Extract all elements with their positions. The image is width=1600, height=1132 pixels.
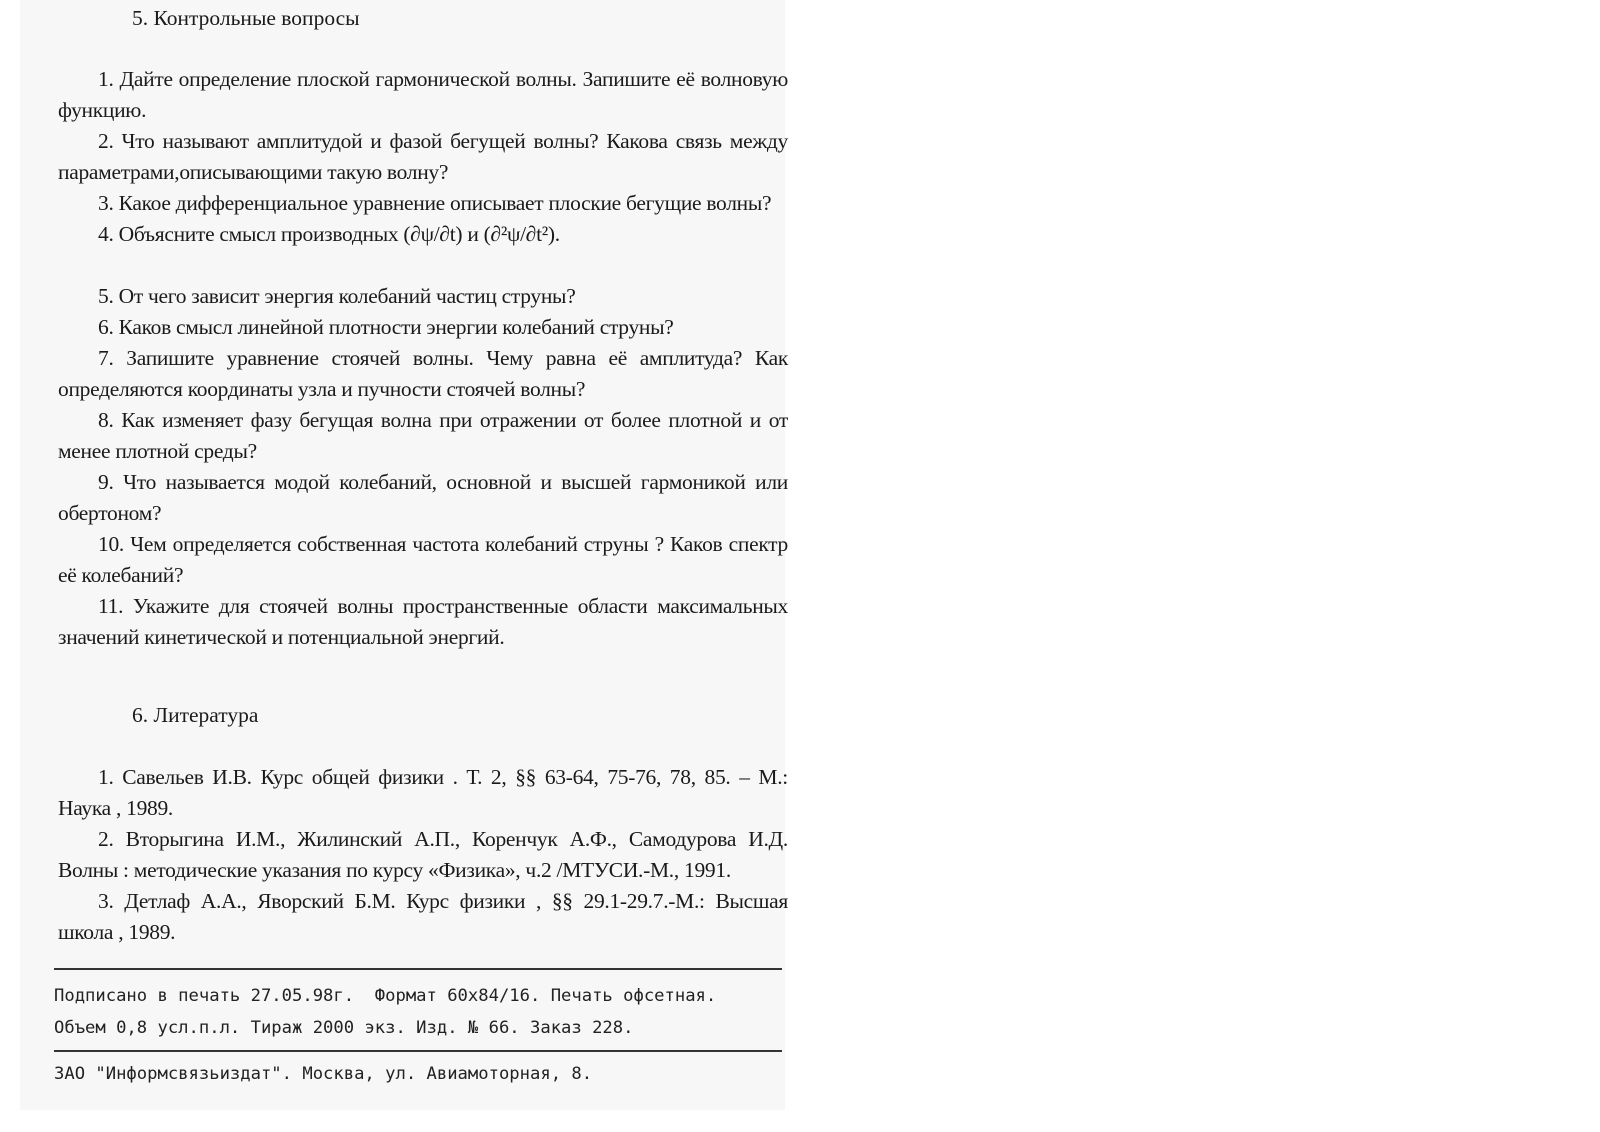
literature-heading: 6. Литература: [132, 703, 259, 727]
question-10: 10. Чем определяется собственная частота колебаний струны ? Каков спектр её колебаний?: [58, 532, 788, 587]
document-page: [20, 0, 788, 1110]
question-11: 11. Укажите для стоячей волны пространственные области максимальных значений кинетической и потенциальной энергий.: [58, 594, 788, 649]
question-8: 8. Как изменяет фазу бегущая волна при отражении от более плотной и от менее плотной среды?: [58, 408, 788, 463]
question-5: 5. От чего зависит энергия колебаний частиц струны?: [98, 284, 576, 308]
literature-list: [58, 762, 788, 948]
imprint-line-2: Объем 0,8 усл.п.л. Тираж 2000 экз. Изд. № 66. Заказ 228.: [54, 1018, 634, 1038]
literature-item-3: 3. Детлаф А.А., Яворский Б.М. Курс физики , §§ 29.1-29.7.-М.: Высшая школа , 1989.: [58, 889, 788, 944]
imprint-line-1: Подписано в печать 27.05.98г. Формат 60x84/16. Печать офсетная.: [54, 986, 717, 1006]
imprint-top-rule: [54, 968, 782, 970]
literature-item-2: 2. Вторыгина И.М., Жилинский А.П., Коренчук А.Ф., Самодурова И.Д. Волны : методические указания по курсу «Физика», ч.2 /МТУСИ.-М., 1991.: [58, 827, 788, 882]
question-6: 6. Каков смысл линейной плотности энергии колебаний струны?: [98, 315, 674, 339]
questions-list: [58, 64, 788, 653]
question-7: 7. Запишите уравнение стоячей волны. Чему равна её амплитуда? Как определяются координаты узла и пучности стоячей волны?: [58, 346, 788, 401]
question-3: 3. Какое дифференциальное уравнение описывает плоские бегущие волны?: [98, 191, 772, 215]
question-9: 9. Что называется модой колебаний, основной и высшей гармоникой или обертоном?: [58, 470, 788, 525]
publisher-line: ЗАО "Информсвязьиздат". Москва, ул. Авиамоторная, 8.: [54, 1064, 593, 1084]
question-1: 1. Дайте определение плоской гармонической волны. Запишите её волновую функцию.: [58, 67, 788, 122]
imprint-bottom-rule: [54, 1050, 782, 1052]
question-2: 2. Что называют амплитудой и фазой бегущей волны? Какова связь между параметрами,описывающими такую волну?: [58, 129, 788, 184]
literature-item-1: 1. Савельев И.В. Курс общей физики . Т. 2, §§ 63-64, 75-76, 78, 85. – М.: Наука , 1989.: [58, 765, 788, 820]
question-4: 4. Объясните смысл производных (∂ψ/∂t) и (∂²ψ/∂t²).: [98, 222, 560, 246]
questions-heading: 5. Контрольные вопросы: [132, 6, 360, 30]
